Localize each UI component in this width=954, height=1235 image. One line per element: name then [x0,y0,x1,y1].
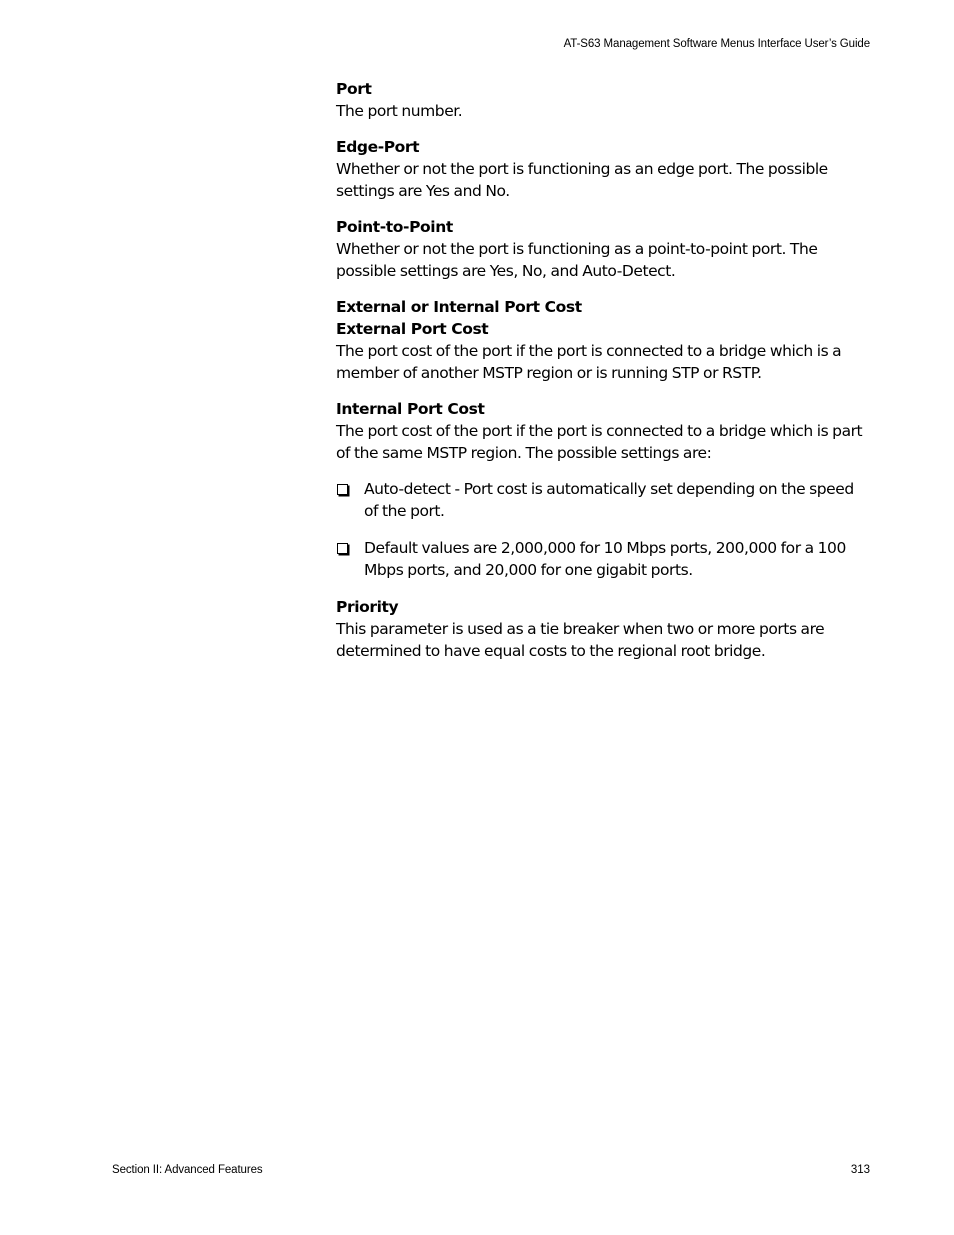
section-heading: Priority [336,598,399,616]
section-heading: Point-to-Point [336,218,453,236]
list-item-text: Default values are 2,000,000 for 10 Mbps ports, 200,000 for a 100 Mbps ports, and 20,000 for one gigabit ports. [364,539,846,579]
section-heading: Port [336,80,372,98]
section-point-to-point [336,216,871,282]
section-edge-port [336,136,871,202]
section-text: Whether or not the port is functioning as an edge port. The possible settings are Yes and No. [336,160,828,200]
page-number: 313 [850,1164,870,1176]
checkbox-bullet-icon [337,484,348,495]
section-port [336,78,871,122]
section-heading: Edge-Port [336,138,420,156]
checkbox-bullet-icon [337,543,348,554]
section-internal-port-cost [336,398,871,464]
section-priority [336,596,871,662]
section-heading: Internal Port Cost [336,400,485,418]
list-item [336,537,871,581]
section-heading: External or Internal Port Cost [336,298,582,316]
section-text: The port number. [336,102,463,120]
section-text: The port cost of the port if the port is connected to a bridge which is a member of another MSTP region or is running STP or RSTP. [336,342,842,382]
section-text: This parameter is used as a tie breaker when two or more ports are determined to have equal costs to the regional root bridge. [336,620,825,660]
page-content [336,78,871,676]
section-port-cost [336,296,871,384]
section-text: The port cost of the port if the port is connected to a bridge which is part of the same MSTP region. The possible settings are: [336,422,863,462]
running-header: AT-S63 Management Software Menus Interface User’s Guide [563,38,870,50]
section-subheading: External Port Cost [336,320,489,338]
list-item [336,478,871,522]
section-text: Whether or not the port is functioning as a point-to-point port. The possible settings are Yes, No, and Auto-Detect. [336,240,818,280]
list-item-text: Auto-detect - Port cost is automatically set depending on the speed of the port. [364,480,854,520]
running-footer-section: Section II: Advanced Features [112,1164,263,1176]
settings-list [336,478,871,581]
